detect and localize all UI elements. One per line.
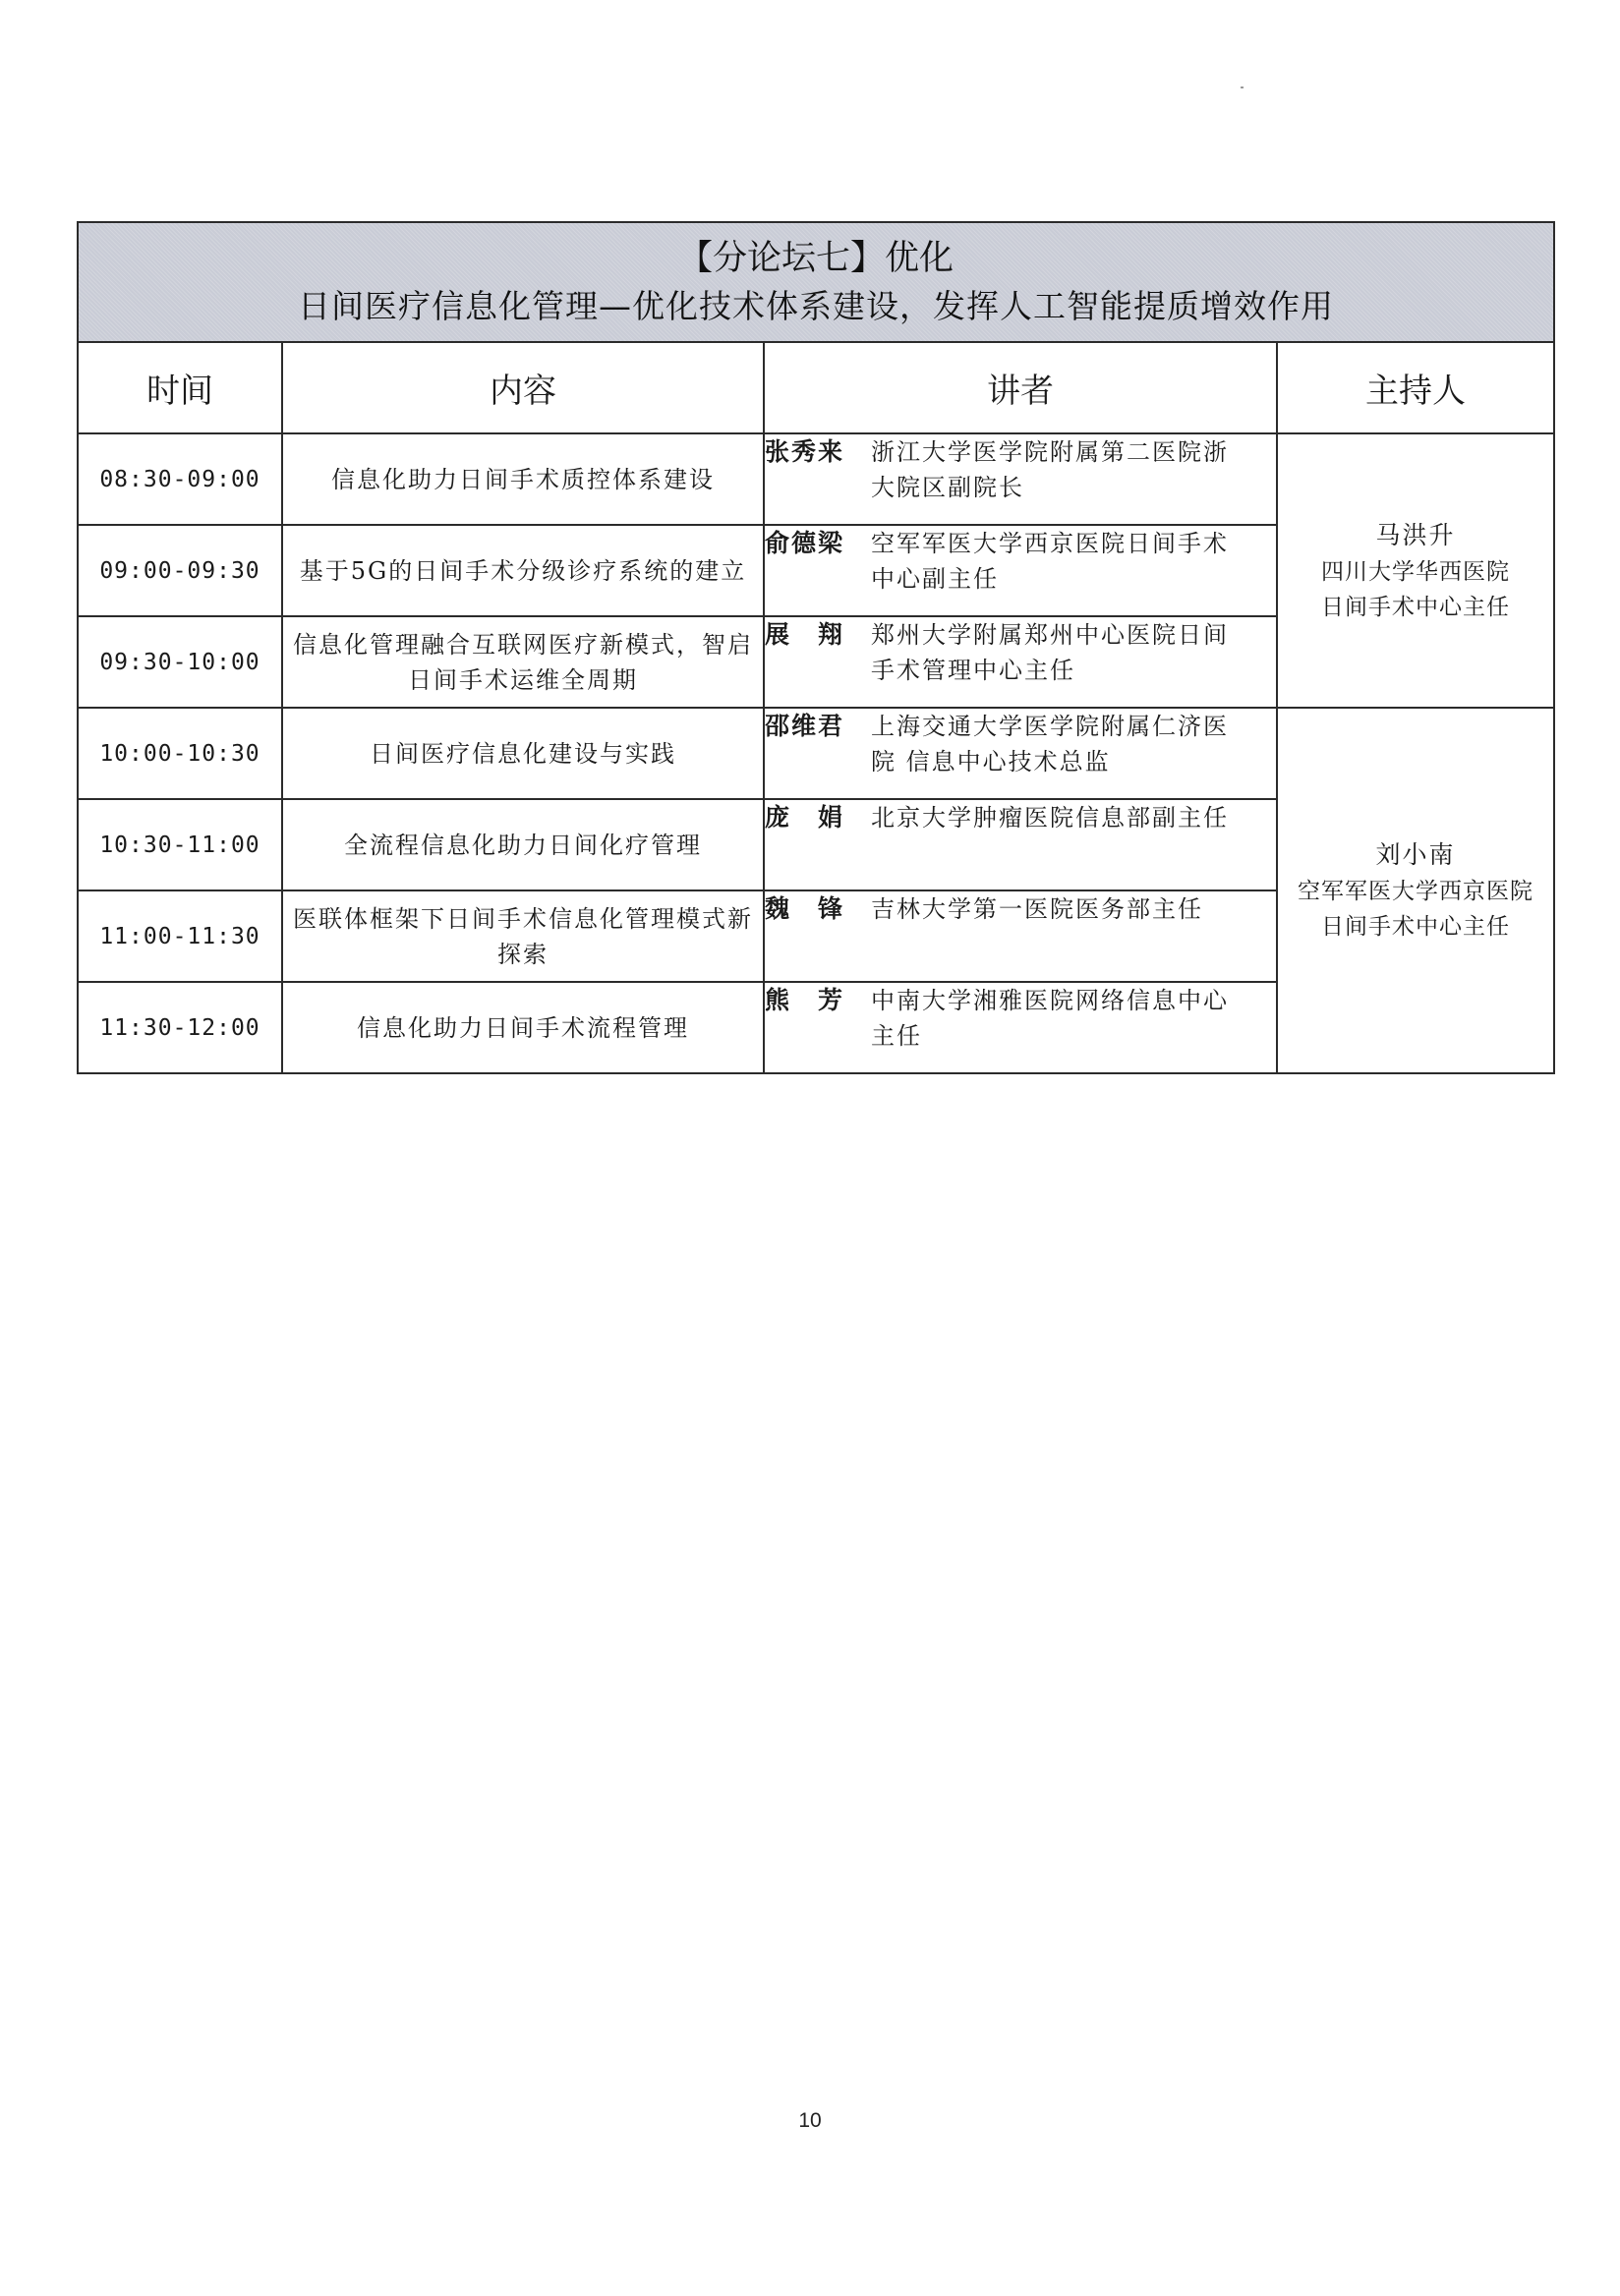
speaker-name: 展 翔 (765, 620, 845, 649)
header-speaker: 讲者 (764, 342, 1277, 433)
session-speaker (764, 616, 1277, 708)
table-row (78, 433, 1554, 525)
session-time: 11:30-12:00 (78, 982, 282, 1073)
session-speaker (764, 525, 1277, 616)
speaker-name: 魏 锋 (765, 894, 845, 923)
speaker-affiliation: 北京大学肿瘤医院信息部副主任 (871, 804, 1229, 832)
speaker-name: 俞德梁 (765, 529, 845, 557)
forum-title-line1: 【分论坛七】优化 (677, 239, 954, 278)
session-content: 信息化助力日间手术流程管理 (282, 982, 764, 1073)
host-title: 日间手术中心主任 (1321, 594, 1510, 620)
session-time: 09:30-10:00 (78, 616, 282, 708)
session-time: 10:30-11:00 (78, 799, 282, 890)
forum-schedule-table (77, 221, 1555, 1074)
session-time: 09:00-09:30 (78, 525, 282, 616)
speaker-name: 邵维君 (765, 712, 845, 740)
session-speaker (764, 433, 1277, 525)
session-speaker (764, 799, 1277, 890)
session-content: 信息化助力日间手术质控体系建设 (282, 433, 764, 525)
session-content: 基于5G的日间手术分级诊疗系统的建立 (282, 525, 764, 616)
speaker-affiliation: 吉林大学第一医院医务部主任 (871, 895, 1203, 923)
forum-title-line2: 日间医疗信息化管理—优化技术体系建设，发挥人工智能提质增效作用 (298, 287, 1334, 325)
speaker-name: 庞 娟 (765, 803, 845, 832)
host-cell (1277, 708, 1554, 1073)
session-speaker (764, 890, 1277, 982)
host-title: 日间手术中心主任 (1321, 914, 1510, 940)
session-time: 08:30-09:00 (78, 433, 282, 525)
forum-title (78, 222, 1554, 342)
host-name: 马洪升 (1375, 520, 1456, 549)
header-content: 内容 (282, 342, 764, 433)
header-row (78, 342, 1554, 433)
session-time: 11:00-11:30 (78, 890, 282, 982)
session-speaker (764, 982, 1277, 1073)
session-content: 日间医疗信息化建设与实践 (282, 708, 764, 799)
session-speaker (764, 708, 1277, 799)
speaker-name: 熊 芳 (765, 986, 845, 1014)
host-org: 四川大学华西医院 (1321, 558, 1510, 585)
speaker-affiliation: 上海交通大学医学院附属仁济医院 信息中心技术总监 (871, 713, 1229, 775)
page-number: 10 (798, 2109, 822, 2132)
speaker-affiliation: 中南大学湘雅医院网络信息中心主任 (871, 987, 1229, 1050)
session-content: 全流程信息化助力日间化疗管理 (282, 799, 764, 890)
host-name: 刘小南 (1375, 840, 1456, 869)
speaker-affiliation: 浙江大学医学院附属第二医院浙大院区副院长 (871, 438, 1229, 501)
host-org: 空军军医大学西京医院 (1298, 879, 1533, 904)
session-content: 信息化管理融合互联网医疗新模式，智启日间手术运维全周期 (282, 616, 764, 708)
speaker-affiliation: 空军军医大学西京医院日间手术中心副主任 (871, 530, 1229, 593)
session-content: 医联体框架下日间手术信息化管理模式新探索 (282, 890, 764, 982)
host-cell (1277, 433, 1554, 708)
speaker-name: 张秀来 (765, 437, 845, 466)
speaker-affiliation: 郑州大学附属郑州中心医院日间手术管理中心主任 (871, 621, 1229, 684)
scan-speck (1241, 86, 1244, 88)
header-time: 时间 (78, 342, 282, 433)
session-time: 10:00-10:30 (78, 708, 282, 799)
table-row (78, 708, 1554, 799)
header-host: 主持人 (1277, 342, 1554, 433)
